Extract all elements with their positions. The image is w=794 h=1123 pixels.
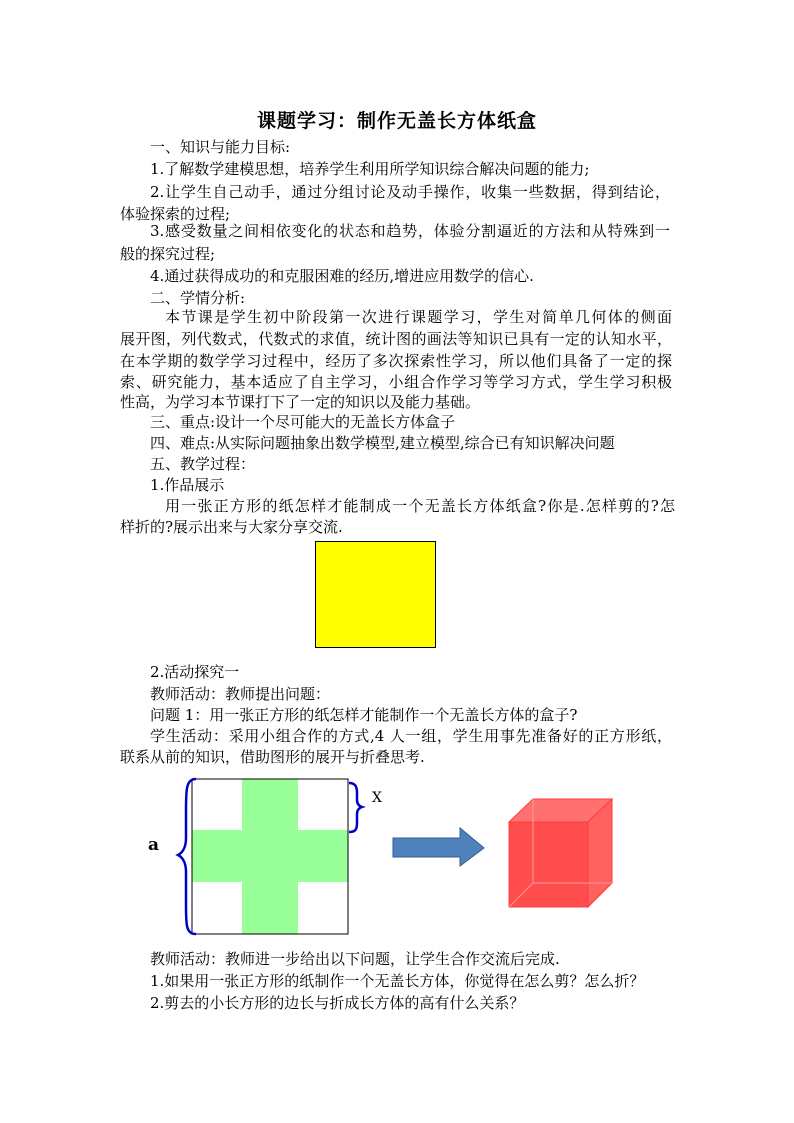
- text-line: 本节课是学生初中阶段第一次进行课题学习，学生对简单几何体的侧面: [165, 308, 672, 326]
- text-line: 问题 1：用一张正方形的纸怎样才能制作一个无盖长方体的盒子?: [150, 706, 578, 724]
- red-cube: [509, 799, 612, 907]
- text-line: 用一张正方形的纸怎样才能制成一个无盖长方体纸盒?你是.怎样剪的?怎: [165, 497, 675, 515]
- section-heading: 二、学情分析:: [150, 289, 246, 307]
- text-line: 性高，为学习本节课打下了一定的知识以及能力基础。: [120, 393, 481, 411]
- text-line: 1.作品展示: [150, 476, 225, 494]
- corner-brace: [349, 783, 362, 832]
- text-line: 2.活动探究一: [150, 663, 240, 681]
- text-line: 教师活动：教师进一步给出以下问题，让学生合作交流后完成.: [150, 950, 560, 968]
- text-line: 般的探究过程;: [120, 245, 216, 263]
- text-line: 展开图，列代数式，代数式的求值，统计图的画法等知识已具有一定的认知水平，: [120, 330, 672, 348]
- right-arrow-icon: [393, 828, 484, 866]
- text-line: 4.通过获得成功的和克服困难的经历,增进应用数学的信心.: [150, 267, 534, 285]
- text-line: 联系从前的知识，借助图形的展开与折叠思考.: [120, 748, 425, 766]
- question-line: 1.如果用一张正方形的纸制作一个无盖长方体，你觉得在怎么剪？怎么折？: [150, 972, 645, 990]
- text-line: 教师活动：教师提出问题：: [150, 685, 331, 703]
- text-line: 学生活动：采用小组合作的方式,4 人一组，学生用事先准备好的正方形纸，: [150, 727, 672, 745]
- question-line: 2.剪去的小长方形的边长与折成长方体的高有什么关系？: [150, 994, 525, 1012]
- section-heading: 五、教学过程：: [150, 455, 256, 473]
- text-line: 一、知识与能力目标:: [150, 138, 291, 156]
- text-line: 样折的?展示出来与大家分享交流.: [120, 518, 343, 536]
- section-heading: 三、重点:设计一个尽可能大的无盖长方体盒子: [150, 413, 456, 431]
- text-line: 1.了解数学建模思想，培养学生利用所学知识综合解决问题的能力;: [150, 160, 590, 178]
- text-line: 索、研究能力，基本适应了自主学习，小组合作学习等学习方式，学生学习积极: [120, 373, 672, 391]
- side-length-label: a: [148, 835, 160, 855]
- text-line: 3.感受数量之间相依变化的状态和趋势，体验分割逼近的方法和从特殊到一: [150, 222, 670, 240]
- section-heading: 四、难点:从实际问题抽象出数学模型,建立模型,综合已有知识解决问题: [150, 434, 615, 452]
- text-line: 体验探索的过程;: [120, 205, 231, 223]
- corner-cut-label: X: [372, 790, 382, 806]
- text-line: 2.让学生自己动手，通过分组讨论及动手操作，收集一些数据，得到结论，: [150, 183, 670, 201]
- page-title: 课题学习：制作无盖长方体纸盒: [256, 110, 537, 132]
- text-line: 在本学期的数学学习过程中，经历了多次探索性学习，所以他们具备了一定的探: [120, 352, 672, 370]
